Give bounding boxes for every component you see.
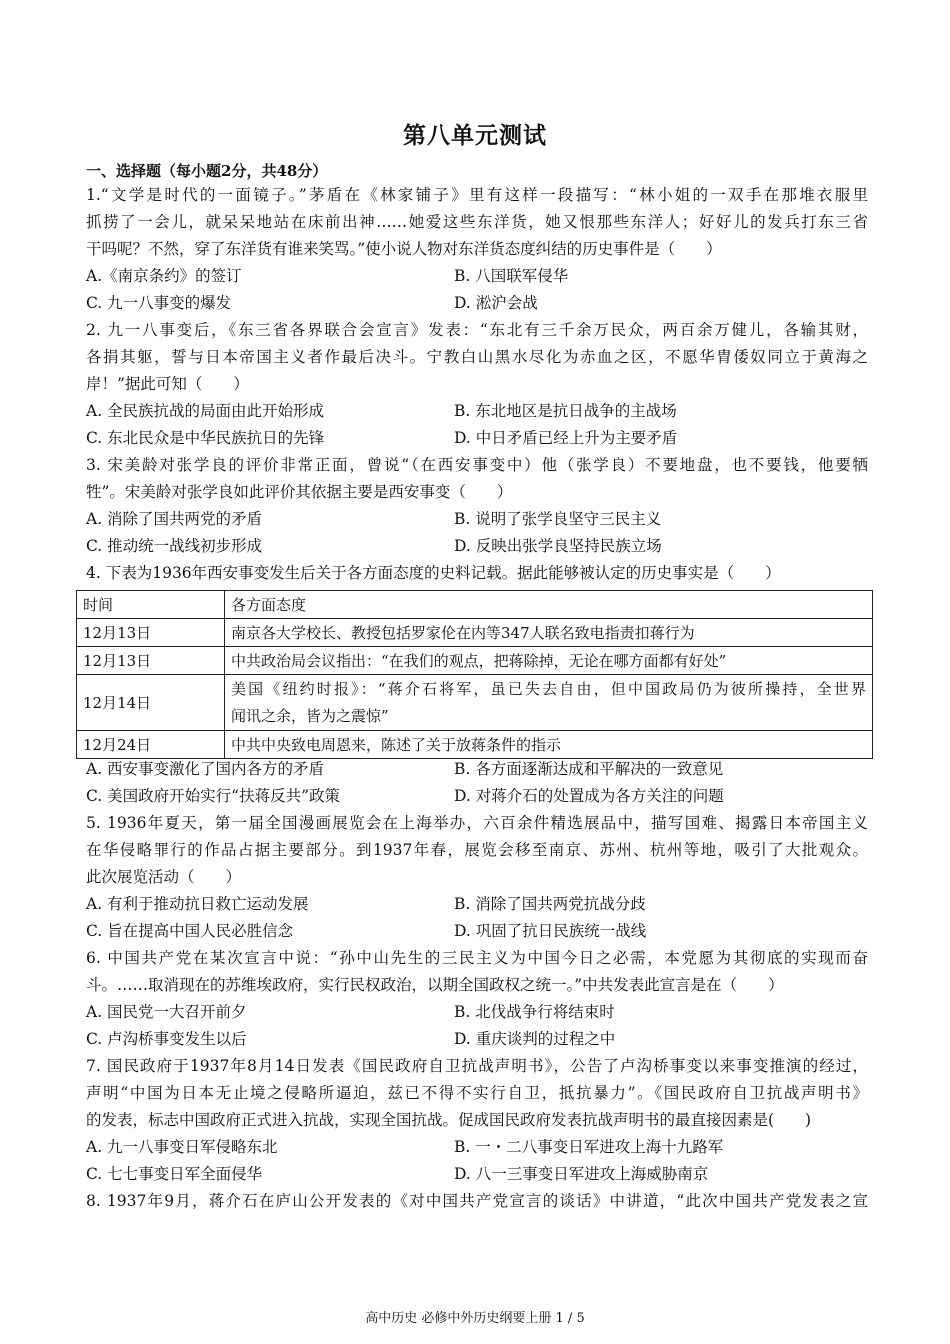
question-text-line: 此次展览活动（ ）: [86, 868, 242, 886]
table-cell-date: 12月13日: [77, 619, 225, 647]
option-c: C. 七七事变日军全面侵华: [86, 1165, 263, 1183]
question-text-line: 各捐其躯，誓与日本帝国主义者作最后决斗。宁教白山黑水尽化为赤血之区，不愿华胄倭奴同立于黄海之: [86, 348, 868, 366]
question-text-line: 1.“文学是时代的一面镜子。”茅盾在《林家铺子》里有这样一段描写：“林小姐的一双手在那堆衣服里: [86, 186, 868, 204]
table-row: [77, 619, 873, 647]
table-cell-text: [225, 675, 873, 731]
option-b: B. 北伐战争行将结束时: [454, 1003, 615, 1021]
option-d: D. 八一三事变日军进攻上海威胁南京: [454, 1165, 709, 1183]
table-cell-date: 12月24日: [77, 731, 225, 759]
option-d: D. 巩固了抗日民族统一战线: [454, 922, 647, 940]
table-cell-date: 12月13日: [77, 647, 225, 675]
question-text-line: 抓捞了一会儿，就呆呆地站在床前出神……她爱这些东洋货，她又恨那些东洋人；好好儿的发兵打东三省: [86, 213, 868, 231]
table-header-cell: 时间: [77, 591, 225, 619]
option-c: C. 卢沟桥事变发生以后: [86, 1030, 247, 1048]
option-b: B. 八国联军侵华: [454, 267, 569, 285]
question-text-line: 牲”。宋美龄对张学良如此评价其依据主要是西安事变（ ）: [86, 483, 513, 501]
question-text-line: 7. 国民政府于1937年8月14日发表《国民政府自卫抗战声明书》，公告了卢沟桥事变以来事变推演的经过，: [86, 1057, 868, 1075]
option-c: C. 九一八事变的爆发: [86, 294, 232, 312]
option-b: B. 说明了张学良坚守三民主义: [454, 510, 662, 528]
option-b: B. 东北地区是抗日战争的主战场: [454, 402, 677, 420]
question-text-line: 岸！”据此可知（ ）: [86, 375, 249, 393]
question-text-line: 2. 九一八事变后，《东三省各界联合会宣言》发表：“东北有三千余万民众，两百余万健儿，各输其财，: [86, 321, 868, 339]
option-c: C. 推动统一战线初步形成: [86, 537, 263, 555]
question-text-line: 干吗呢？不然，穿了东洋货有谁来笑骂。”使小说人物对东洋货态度纠结的历史事件是（ ）: [86, 240, 722, 258]
table-cell-text: 南京各大学校长、教授包括罗家伦在内等347人联名致电指责扣蒋行为: [225, 619, 873, 647]
question-text-line: 的发表，标志中国政府正式进入抗战，实现全国抗战。促成国民政府发表抗战声明书的最直接因素是( ): [86, 1111, 812, 1129]
option-c: C. 美国政府开始实行“扶蒋反共”政策: [86, 787, 341, 805]
question-text-line: 在华侵略罪行的作品占据主要部分。到1937年春，展览会移至南京、苏州、杭州等地，吸引了大批观众。: [86, 841, 868, 859]
page-footer: 高中历史 必修中外历史纲要上册 1 / 5: [365, 1311, 585, 1326]
section-heading: 一、选择题（每小题2分，共48分）: [86, 162, 328, 180]
question-text-line: 6. 中国共产党在某次宣言中说：“孙中山先生的三民主义为中国今日之必需，本党愿为其彻底的实现而奋: [86, 949, 868, 967]
option-d: D. 对蒋介石的处置成为各方关注的问题: [454, 787, 724, 805]
option-a: A. 全民族抗战的局面由此开始形成: [86, 402, 325, 420]
question-text-line: 斗。……取消现在的苏维埃政府，实行民权政治，以期全国政权之统一。”中共发表此宣言是在（ ）: [86, 976, 784, 994]
question-text-line: 8. 1937年9月，蒋介石在庐山公开发表的《对中国共产党宣言的谈话》中讲道，“此次中国共产党发表之宣: [86, 1192, 868, 1210]
option-a: A.《南京条约》的签订: [86, 267, 242, 285]
option-d: D. 淞沪会战: [454, 294, 538, 312]
option-b: B. 一・二八事变日军进攻上海十九路军: [454, 1138, 724, 1156]
table-cell-line: 闻讯之余，皆为之震惊”: [231, 706, 389, 725]
question-text-line: 3. 宋美龄对张学良的评价非常正面，曾说“（在西安事变中）他（张学良）不要地盘，也不要钱，他要牺: [86, 456, 868, 474]
page-title: 第八单元测试: [403, 122, 547, 149]
table-cell-line: 美国《纽约时报》：“蒋介石将军，虽已失去自由，但中国政局仍为彼所操持，全世界: [231, 679, 866, 698]
question-text-line: 声明“中国为日本无止境之侵略所逼迫，兹已不得不实行自卫，抵抗暴力”。《国民政府自卫抗战声明书》: [86, 1084, 868, 1102]
option-a: A. 消除了国共两党的矛盾: [86, 510, 263, 528]
question-text-line: 4. 下表为1936年西安事变发生后关于各方面态度的史料记载。据此能够被认定的历史事实是（ ）: [86, 564, 781, 582]
option-b: B. 各方面逐渐达成和平解决的一致意见: [454, 760, 724, 778]
option-d: D. 重庆谈判的过程之中: [454, 1030, 616, 1048]
option-c: C. 东北民众是中华民族抗日的先锋: [86, 429, 325, 447]
table-row: [77, 647, 873, 675]
option-a: A. 九一八事变日军侵略东北: [86, 1138, 278, 1156]
table-row: [77, 731, 873, 759]
table-header-row: [77, 591, 873, 619]
option-d: D. 中日矛盾已经上升为主要矛盾: [454, 429, 678, 447]
option-a: A. 西安事变激化了国内各方的矛盾: [86, 760, 325, 778]
table-header-cell: 各方面态度: [225, 591, 873, 619]
table-cell-date: 12月14日: [77, 675, 225, 731]
option-b: B. 消除了国共两党抗战分歧: [454, 895, 646, 913]
table-cell-text: 中共政治局会议指出：“在我们的观点，把蒋除掉，无论在哪方面都有好处”: [225, 647, 873, 675]
table-row: [77, 675, 873, 731]
question-text-line: 5. 1936年夏天，第一届全国漫画展览会在上海举办，六百余件精选展品中，描写国难、揭露日本帝国主义: [86, 814, 868, 832]
table-cell-text: 中共中央致电周恩来，陈述了关于放蒋条件的指示: [225, 731, 873, 759]
history-table: [76, 590, 873, 759]
option-d: D. 反映出张学良坚持民族立场: [454, 537, 662, 555]
option-c: C. 旨在提高中国人民必胜信念: [86, 922, 294, 940]
option-a: A. 国民党一大召开前夕: [86, 1003, 247, 1021]
option-a: A. 有利于推动抗日救亡运动发展: [86, 895, 309, 913]
